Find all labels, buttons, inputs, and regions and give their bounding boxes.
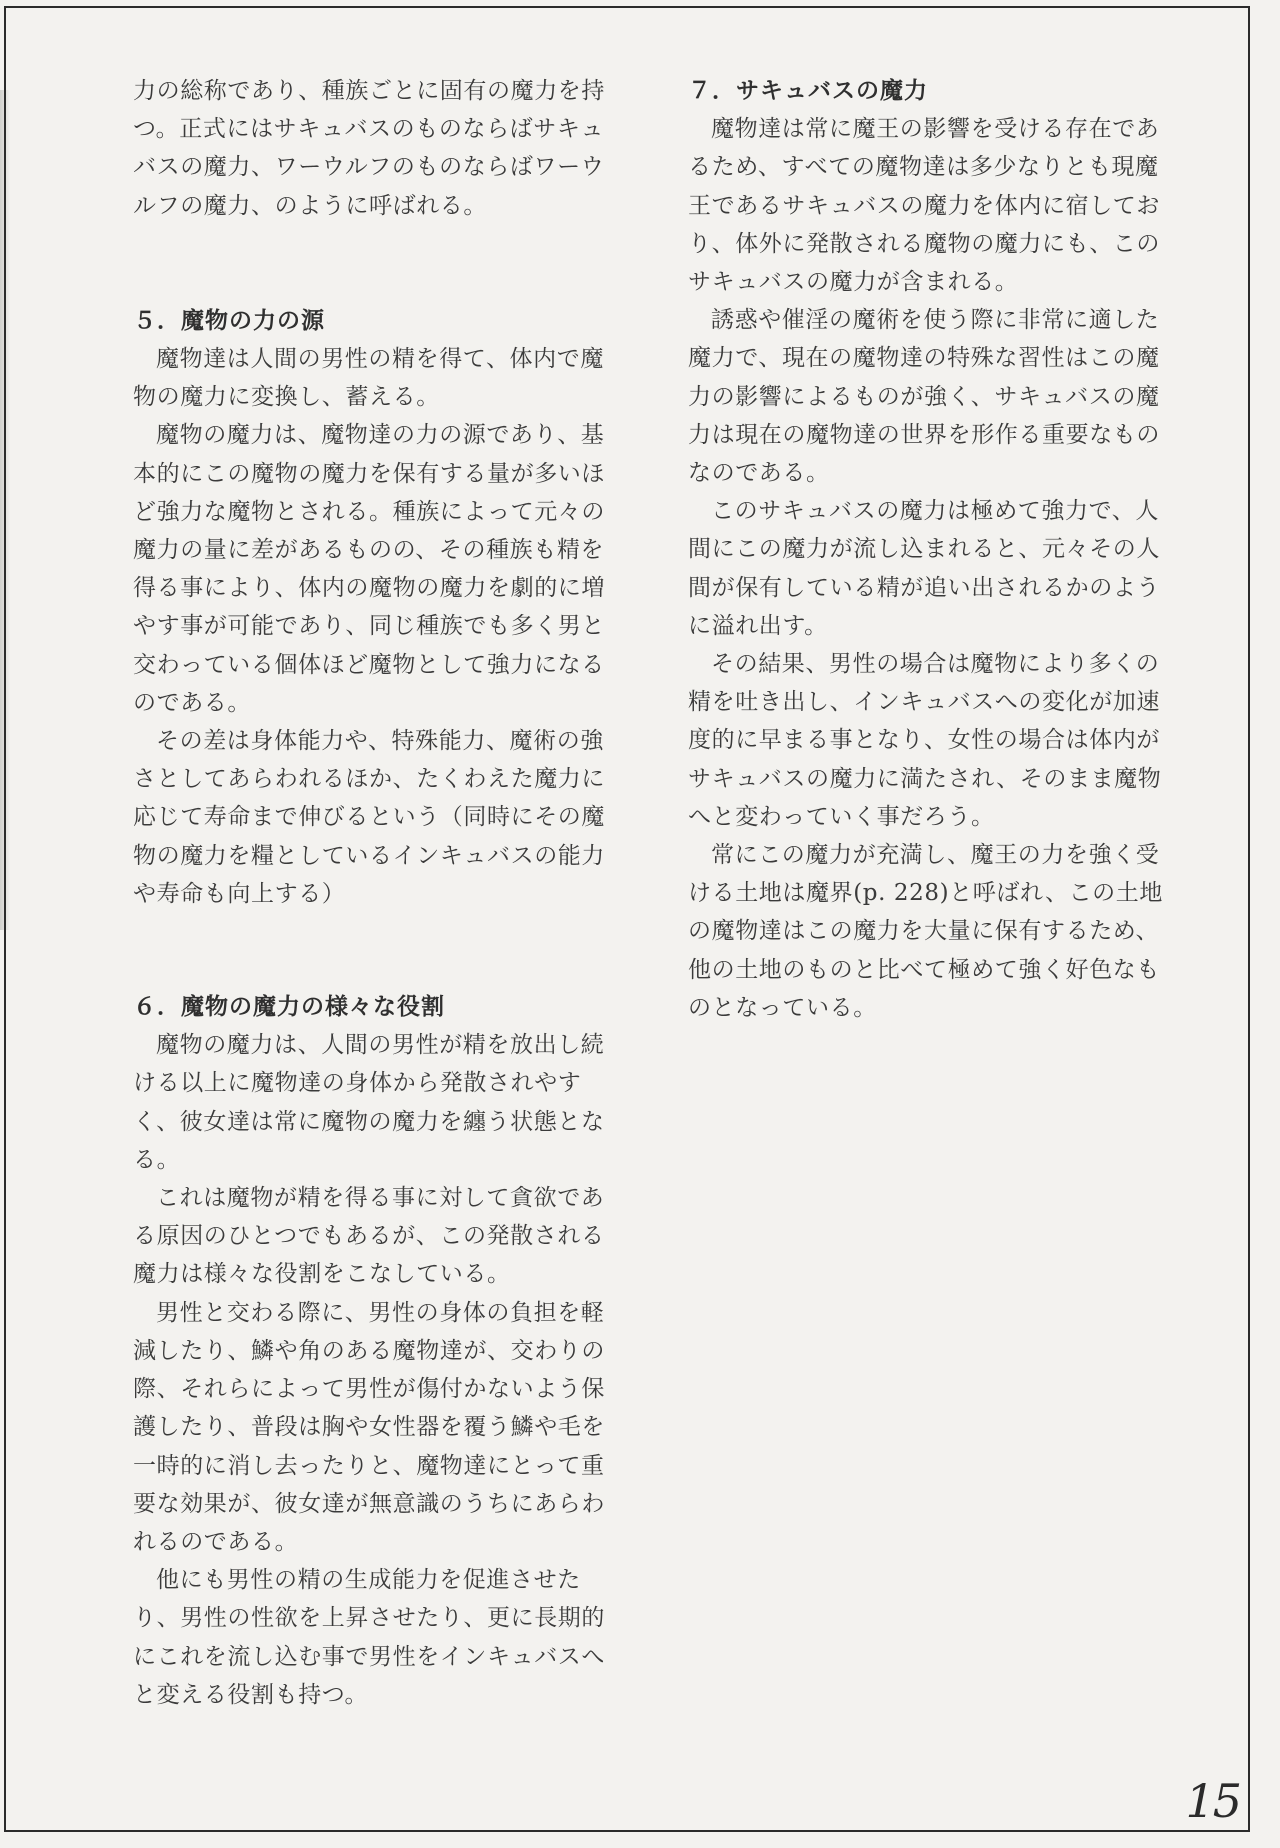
section5-paragraph: その差は身体能力や、特殊能力、魔術の強さとしてあらわれるほか、たくわえた魔力に応じて寿命まで伸びるという（同時にその魔物の魔力を糧としているインキュバスの能力や寿命も向上する） (133, 728, 605, 907)
section6-paragraph: 他にも男性の精の生成能力を促進させたり、男性の性欲を上昇させたり、更に長期的にこれを流し込む事で男性をインキュバスへと変える役割も持つ。 (133, 1567, 605, 1708)
page-number: 15 (1185, 1774, 1240, 1828)
section6-paragraph: これは魔物が精を得る事に対して貪欲である原因のひとつでもあるが、この発散される魔力は様々な役割をこなしている。 (133, 1185, 605, 1288)
section7-paragraph: その結果、男性の場合は魔物により多くの精を吐き出し、インキュバスへの変化が加速度的に早まる事となり、女性の場合は体内がサキュバスの魔力に満たされ、そのまま魔物へと変わっていく事だろう。 (688, 651, 1162, 830)
intro-paragraph: 力の総称であり、種族ごとに固有の魔力を持つ。正式にはサキュバスのものならばサキュバスの魔力、ワーウルフのものならばワーウルフの魔力、のように呼ばれる。 (133, 78, 605, 219)
section7-paragraph: 魔物達は常に魔王の影響を受ける存在であるため、すべての魔物達は多少なりとも現魔王であるサキュバスの魔力を体内に宿しており、体外に発散される魔物の魔力にも、このサキュバスの魔力が含まれる。 (688, 116, 1160, 296)
left-column (133, 72, 623, 1714)
section7-paragraph: 常にこの魔力が充満し、魔王の力を強く受ける土地は魔界(p. 228)と呼ばれ、この土地の魔物達はこの魔力を大量に保有するため、他の土地のものと比べて極めて強く好色なものとなっている。 (688, 842, 1163, 1021)
right-column (688, 72, 1178, 1027)
section5-paragraph: 魔物の魔力は、魔物達の力の源であり、基本的にこの魔物の魔力を保有する量が多いほど強力な魔物とされる。種族によって元々の魔力の量に差があるものの、その種族も精を得る事により、体内の魔物の魔力を劇的に増やす事が可能であり、同じ種族でも多く男と交わっている個体ほど魔物として強力になるのである。 (133, 422, 605, 716)
section5-heading: ５．魔物の力の源 (133, 306, 325, 334)
section6-heading: ６．魔物の魔力の様々な役割 (133, 993, 445, 1021)
section7-paragraph: 誘惑や催淫の魔術を使う際に非常に適した魔力で、現在の魔物達の特殊な習性はこの魔力の影響によるものが強く、サキュバスの魔力は現在の魔物達の世界を形作る重要なものなのである。 (688, 307, 1160, 487)
section6-paragraph: 魔物の魔力は、人間の男性が精を放出し続ける以上に魔物達の身体から発散されやすく、彼女達は常に魔物の魔力を纏う状態となる。 (133, 1032, 605, 1173)
section5-paragraph: 魔物達は人間の男性の精を得て、体内で魔物の魔力に変換し、蓄える。 (133, 346, 604, 411)
section6-paragraph: 男性と交わる際に、男性の身体の負担を軽減したり、鱗や角のある魔物達が、交わりの際、それらによって男性が傷付かないよう保護したり、普段は胸や女性器を覆う鱗や毛を一時的に消し去ったりと、魔物達にとって重要な効果が、彼女達が無意識のうちにあらわれるのである。 (133, 1299, 605, 1555)
section7-paragraph: このサキュバスの魔力は極めて強力で、人間にこの魔力が流し込まれると、元々その人間が保有している精が追い出されるかのように溢れ出す。 (688, 498, 1160, 639)
section7-heading: ７．サキュバスの魔力 (688, 77, 928, 104)
